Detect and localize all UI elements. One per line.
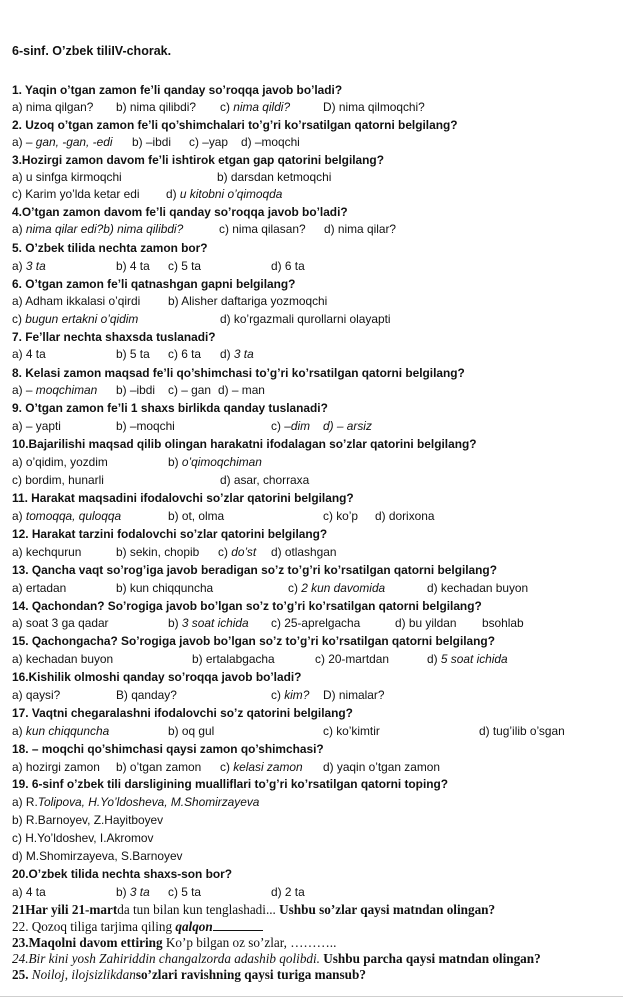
q18-option-b: b) o’tgan zamon [116, 760, 202, 774]
question-24: 24.Bir kini yosh Zahiriddin changalzorda adashib qolibdi. Ushbu parcha qaysi matndan olingan? [12, 951, 541, 966]
q1-option-b: b) nima qilibdi? [116, 100, 196, 114]
q1-option-a: a) nima qilgan? [12, 100, 94, 114]
q6-option-c: c) bugun ertakni o’qidim [12, 312, 139, 326]
q4-option-ab: a) nima qilar edi?b) nima qilibdi? [12, 222, 184, 236]
question-4: 4.O’tgan zamon davom fe’li qanday so’roqqa javob bo’ladi? [12, 205, 348, 219]
q12-option-d: d) otlashgan [271, 545, 337, 559]
q7-option-c: c) 6 ta [168, 347, 202, 361]
q5-option-d: d) 6 ta [271, 259, 305, 273]
q20-option-a: a) 4 ta [12, 885, 46, 899]
question-9: 9. O’tgan zamon fe’li 1 shaxs birlikda qanday tuslanadi? [12, 401, 328, 415]
q3-option-b: b) darsdan ketmoqchi [217, 170, 332, 184]
q17-option-b: b) oq gul [168, 724, 215, 738]
q10-option-b: b) o’qimoqchiman [168, 455, 262, 469]
q5-option-b: b) 4 ta [116, 259, 150, 273]
question-21: 21Har yili 21-martda tun bilan kun tenglashadi... Ushbu so’zlar qaysi matndan olingan? [12, 902, 496, 917]
q11-option-c: c) ko’p [323, 509, 359, 523]
q9-option-c: c) –dim [271, 419, 310, 433]
q8-option-b: b) –ibdi [116, 383, 155, 397]
question-20: 20.O’zbek tilida nechta shaxs-son bor? [12, 867, 233, 881]
q17-option-c: c) ko’kimtir [323, 724, 380, 738]
question-14: 14. Qachondan? So’rogiga javob bo’lgan so’z to’g’ri ko’rsatilgan qatorni belgilang? [12, 599, 482, 613]
q7-option-a: a) 4 ta [12, 347, 46, 361]
q11-option-a: a) tomoqqa, quloqqa [12, 509, 122, 523]
q15-option-d: d) 5 soat ichida [427, 652, 508, 666]
q3-option-d: d) u kitobni o’qimoqda [166, 187, 283, 201]
q19-option-b: b) R.Barnoyev, Z.Hayitboyev [12, 813, 164, 827]
q6-option-a: a) Adham ikkalasi o’qirdi [12, 294, 141, 308]
question-5: 5. O’zbek tilida nechta zamon bor? [12, 241, 208, 255]
q2-option-b: b) –ibdi [132, 135, 171, 149]
q14-option-d: d) bu yildan [395, 616, 457, 630]
q19-option-d: d) M.Shomirzayeva, S.Barnoyev [12, 849, 183, 863]
q7-option-d: d) 3 ta [220, 347, 254, 361]
question-6: 6. O’tgan zamon fe’li qatnashgan gapni belgilang? [12, 277, 296, 291]
q12-option-a: a) kechqurun [12, 545, 82, 559]
q18-option-c: c) kelasi zamon [220, 760, 303, 774]
q8-option-a: a) – moqchiman [12, 383, 98, 397]
question-1: 1. Yaqin o’tgan zamon fe’li qanday so’roqqa javob bo’ladi? [12, 83, 343, 97]
q13-option-d: d) kechadan buyon [427, 581, 529, 595]
q16-option-a: a) qaysi? [12, 688, 61, 702]
q14-option-c: c) 25-aprelgacha [271, 616, 361, 630]
q9-option-b: b) –moqchi [116, 419, 175, 433]
q5-option-a: a) 3 ta [12, 259, 46, 273]
page-bottom-edge [0, 996, 623, 997]
q2-option-d: d) –moqchi [241, 135, 300, 149]
question-25: 25. Noiloj, ilojsizlikdanso’zlari ravishning qaysi turiga mansub? [12, 967, 366, 982]
q20-option-c: c) 5 ta [168, 885, 202, 899]
question-13: 13. Qancha vaqt so’rog’iga javob beradigan so’z to’g’ri ko’rsatilgan qatorni belgilang? [12, 563, 497, 577]
q4-option-d: d) nima qilar? [324, 222, 397, 236]
q18-option-a: a) hozirgi zamon [12, 760, 100, 774]
q10-option-d: d) asar, chorraxa [220, 473, 310, 487]
q2-option-c: c) –yap [189, 135, 228, 149]
q9-option-a: a) – yapti [12, 419, 61, 433]
q12-option-c: c) do’st [218, 545, 257, 559]
q14-option-a: a) soat 3 ga qadar [12, 616, 109, 630]
q13-option-a: a) ertadan [12, 581, 67, 595]
q1-option-c: c) nima qildi? [220, 100, 291, 114]
q20-option-b: b) 3 ta [116, 885, 150, 899]
q3-option-a: a) u sinfga kirmoqchi [12, 170, 122, 184]
q14-option-extra: bsohlab [482, 616, 524, 630]
q18-option-d: d) yaqin o’tgan zamon [323, 760, 440, 774]
q10-option-c: c) bordim, hunarli [12, 473, 104, 487]
answer-blank-line [213, 919, 263, 931]
q15-option-b: b) ertalabgacha [192, 652, 275, 666]
q10-option-a: a) o’qidim, yozdim [12, 455, 108, 469]
q8-option-c: c) – gan [168, 383, 211, 397]
q6-option-d: d) ko’rgazmali qurollarni olayapti [220, 312, 391, 326]
q11-option-d: d) dorixona [375, 509, 435, 523]
question-8: 8. Kelasi zamon maqsad fe’li qo’shimchasi to’g’ri ko’rsatilgan qatorni belgilang? [12, 366, 465, 380]
q13-option-b: b) kun chiqquncha [116, 581, 214, 595]
question-3: 3.Hozirgi zamon davom fe’li ishtirok etgan gap qatorini belgilang? [12, 153, 384, 167]
question-11: 11. Harakat maqsadini ifodalovchi so’zlar qatorini belgilang? [12, 491, 354, 505]
question-22: 22. Qozoq tiliga tarjima qiling qalqon [12, 919, 263, 935]
q12-option-b: b) sekin, chopib [116, 545, 200, 559]
question-17: 17. Vaqtni chegaralashni ifodalovchi so’z qatorini belgilang? [12, 706, 353, 720]
question-10: 10.Bajarilishi maqsad qilib olingan harakatni ifodalagan so’zlar qatorini belgilang? [12, 437, 477, 451]
question-2: 2. Uzoq o’tgan zamon fe’li qo’shimchalari to’g’ri ko’rsatilgan qatorni belgilang? [12, 118, 458, 132]
question-23: 23.Maqolni davom ettiring Ko’p bilgan oz so’zlar, ……….. [12, 935, 337, 950]
question-15: 15. Qachongacha? So’rogiga javob bo’lgan so’z to’g’ri ko’rsatilgan qatorni belgilang? [12, 634, 495, 648]
q2-option-a: a) – gan, -gan, -edi [12, 135, 113, 149]
q19-option-a: a) R.Tolipova, H.Yo’ldosheva, M.Shomirzayeva [12, 795, 260, 809]
q16-option-d: D) nimalar? [323, 688, 385, 702]
question-19: 19. 6-sinf o’zbek tili darsligining mualliflari to’g’ri ko’rsatilgan qatorni toping? [12, 777, 449, 791]
question-7: 7. Fe’llar nechta shaxsda tuslanadi? [12, 330, 216, 344]
q9-option-d: d) – arsiz [323, 419, 372, 433]
question-16: 16.Kishilik olmoshi qanday so’roqqa javob bo’ladi? [12, 670, 302, 684]
q16-option-b: B) qanday? [116, 688, 177, 702]
q4-option-c: c) nima qilasan? [219, 222, 306, 236]
q11-option-b: b) ot, olma [168, 509, 225, 523]
q20-option-d: d) 2 ta [271, 885, 305, 899]
q3-option-c: c) Karim yo’lda ketar edi [12, 187, 140, 201]
question-12: 12. Harakat tarzini fodalovchi so’zlar qatorini belgilang? [12, 527, 328, 541]
worksheet-title: 6-sinf. O’zbek tiliIV-chorak. [12, 44, 172, 58]
q17-option-a: a) kun chiqquncha [12, 724, 110, 738]
q19-option-c: c) H.Yo’ldoshev, I.Akromov [12, 831, 154, 845]
question-18: 18. – moqchi qo’shimchasi qaysi zamon qo’shimchasi? [12, 742, 324, 756]
q17-option-d: d) tug’ilib o’sgan [479, 724, 565, 738]
q15-option-a: a) kechadan buyon [12, 652, 114, 666]
q16-option-c: c) kim? [271, 688, 310, 702]
q7-option-b: b) 5 ta [116, 347, 150, 361]
q1-option-d: D) nima qilmoqchi? [323, 100, 425, 114]
q5-option-c: c) 5 ta [168, 259, 202, 273]
q6-option-b: b) Alisher daftariga yozmoqchi [168, 294, 328, 308]
q15-option-c: c) 20-martdan [315, 652, 390, 666]
q13-option-c: c) 2 kun davomida [288, 581, 386, 595]
q14-option-b: b) 3 soat ichida [168, 616, 249, 630]
q8-option-d: d) – man [218, 383, 265, 397]
